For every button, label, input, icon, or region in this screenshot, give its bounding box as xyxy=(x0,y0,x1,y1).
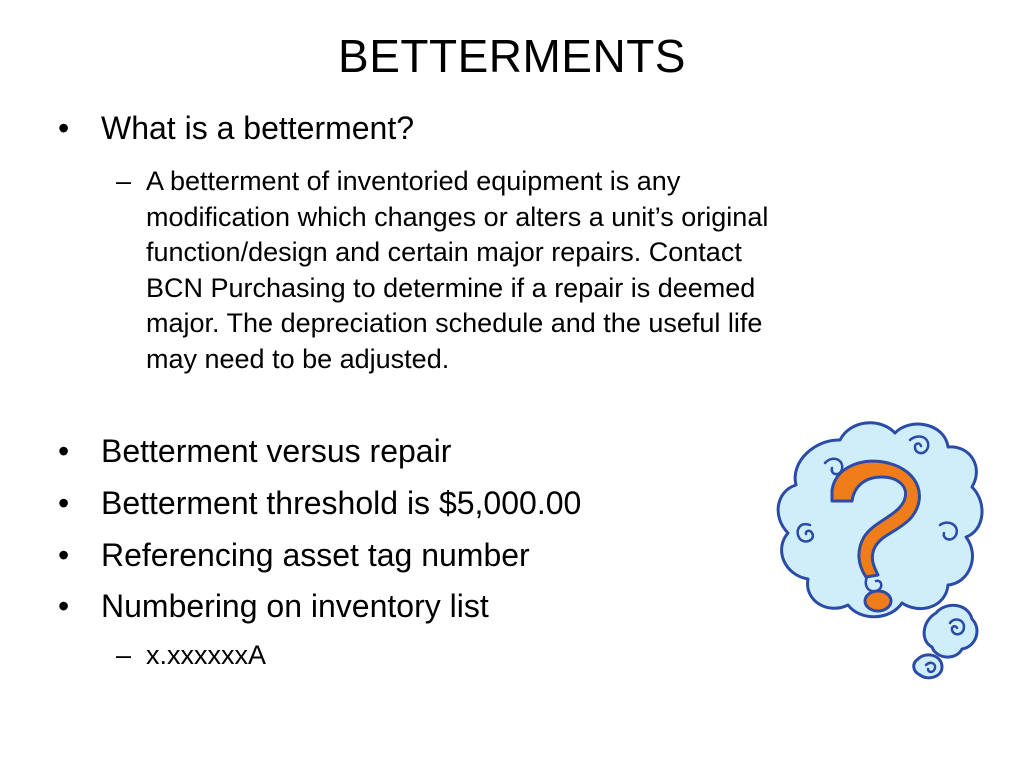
dash-glyph: – xyxy=(116,166,132,196)
thought-bubble-small xyxy=(914,655,942,678)
bullet-glyph: • xyxy=(58,485,70,521)
bullet-glyph: • xyxy=(58,537,70,573)
dash-glyph: – xyxy=(116,640,132,670)
paragraph-line: major. The depreciation schedule and the useful life xyxy=(146,308,763,338)
bullet-text: Referencing asset tag number xyxy=(101,537,530,573)
bullet-text: Numbering on inventory list xyxy=(101,588,489,624)
question-mark-thought-cloud-icon xyxy=(770,415,990,685)
question-mark-dot xyxy=(865,591,891,611)
thought-bubble-medium xyxy=(924,605,977,657)
bullet-text: What is a betterment? xyxy=(101,110,415,146)
bullet-glyph: • xyxy=(58,433,70,469)
bullet-text: Betterment versus repair xyxy=(101,433,452,469)
bullet-text: Betterment threshold is $5,000.00 xyxy=(101,485,582,521)
paragraph-line: BCN Purchasing to determine if a repair is deemed xyxy=(146,272,756,303)
bullet-glyph: • xyxy=(58,110,70,146)
paragraph-line: x.xxxxxxA xyxy=(146,640,267,670)
slide-title: BETTERMENTS xyxy=(338,30,686,82)
sub-bullet-paragraph xyxy=(146,164,946,377)
bullet-glyph: • xyxy=(58,588,70,624)
paragraph-line: function/design and certain major repairs. Contact xyxy=(146,237,742,267)
paragraph-line: modification which changes or alters a unit’s original xyxy=(146,201,769,232)
paragraph-line: may need to be adjusted. xyxy=(146,343,450,374)
paragraph-line: A betterment of inventoried equipment is any xyxy=(146,166,681,196)
